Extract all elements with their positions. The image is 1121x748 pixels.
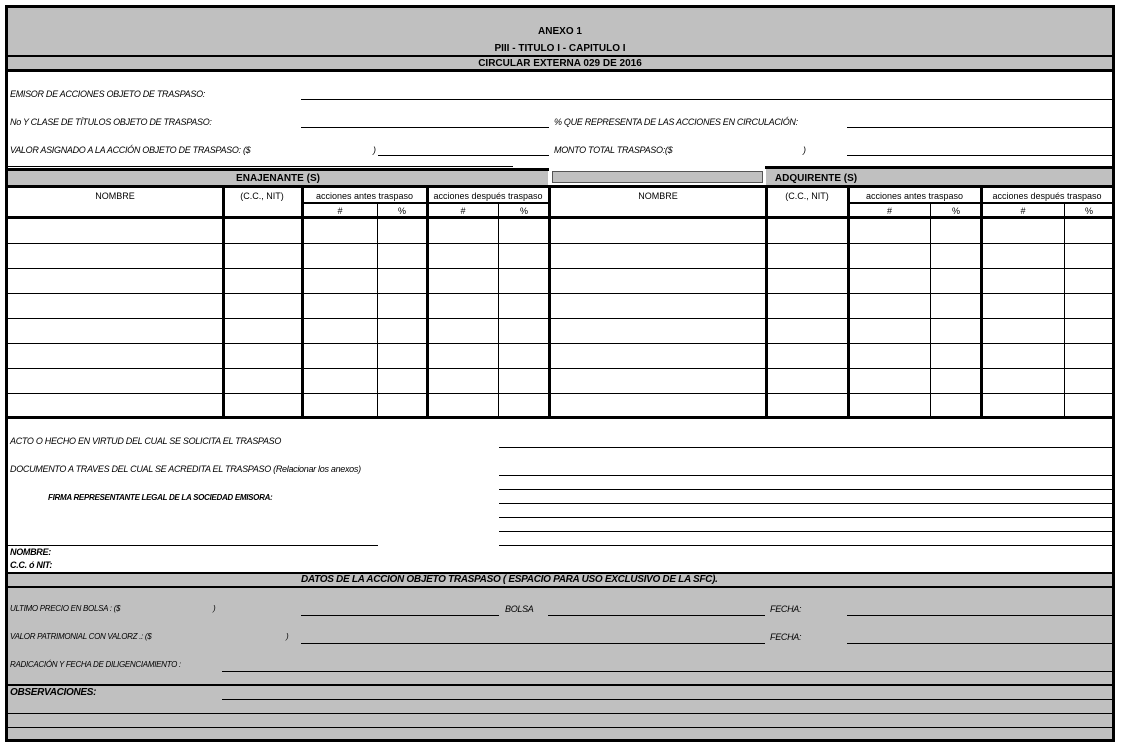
valor-patrimonial-close: ): [286, 632, 289, 641]
adquirente-col-antes: acciones antes traspaso: [865, 191, 964, 201]
radicacion-input[interactable]: [222, 671, 1112, 672]
enajenante-antes-pct: %: [397, 206, 406, 216]
table-row[interactable]: [8, 219, 1112, 243]
table-row[interactable]: [8, 394, 1112, 418]
table-row[interactable]: [8, 294, 1112, 318]
adquirente-antes-pct: %: [951, 206, 960, 216]
divider: [8, 185, 1112, 188]
circular-label: CIRCULAR EXTERNA 029 DE 2016: [478, 58, 642, 69]
observaciones-input-1[interactable]: [222, 699, 1112, 700]
adquirente-despues-pct: %: [1084, 206, 1093, 216]
divider: [8, 55, 1112, 57]
adquirente-title: ADQUIRENTE (S): [774, 173, 858, 184]
adquirente-col-despues: acciones después traspaso: [992, 191, 1102, 201]
firma-signature-line[interactable]: [8, 545, 378, 546]
fecha2-label: FECHA:: [770, 632, 802, 642]
monto-total-input[interactable]: [847, 155, 1112, 156]
valor-asignado-label: VALOR ASIGNADO A LA ACCIÓN OBJETO DE TRASPASO: ($: [10, 145, 251, 155]
enajenante-col-antes: acciones antes traspaso: [315, 191, 414, 201]
firma-label: FIRMA REPRESENTANTE LEGAL DE LA SOCIEDAD EMISORA:: [48, 493, 273, 502]
fecha2-input[interactable]: [847, 643, 1112, 644]
porcentaje-input[interactable]: [847, 127, 1112, 128]
table-row[interactable]: [8, 269, 1112, 293]
documento-input-5[interactable]: [499, 531, 1112, 532]
table-row[interactable]: [8, 244, 1112, 268]
documento-input-6[interactable]: [499, 545, 1112, 546]
acto-hecho-label: ACTO O HECHO EN VIRTUD DEL CUAL SE SOLICITA EL TRASPASO: [10, 436, 282, 446]
divider: [8, 168, 549, 171]
documento-input-2[interactable]: [499, 489, 1112, 490]
fecha1-input[interactable]: [847, 615, 1112, 616]
enajenante-despues-pct: %: [519, 206, 528, 216]
valor-patrimonial-label: VALOR PATRIMONIAL CON VALORZ .: ($: [10, 632, 152, 641]
bolsa-label: BOLSA: [505, 604, 534, 614]
acto-hecho-input[interactable]: [499, 447, 1112, 448]
ultimo-precio-close: ): [213, 604, 216, 613]
documento-input-1[interactable]: [499, 475, 1112, 476]
table-row[interactable]: [8, 344, 1112, 368]
emisor-label: EMISOR DE ACCIONES OBJETO DE TRASPASO:: [10, 89, 205, 99]
porcentaje-label: % QUE REPRESENTA DE LAS ACCIONES EN CIRCULACIÓN:: [554, 117, 798, 127]
divider: [8, 416, 1112, 419]
page-subtitle: PIII - TITULO I - CAPITULO I: [494, 43, 626, 54]
adquirente-despues-num: #: [1020, 206, 1026, 216]
divider: [765, 166, 1112, 169]
radicacion-label: RADICACIÓN Y FECHA DE DILIGENCIAMIENTO :: [10, 660, 181, 669]
enajenante-antes-num: #: [337, 206, 343, 216]
valor-asignado-input[interactable]: [378, 155, 549, 156]
documento-input-3[interactable]: [499, 503, 1112, 504]
clase-titulos-input[interactable]: [301, 127, 549, 128]
bolsa-input[interactable]: [548, 615, 765, 616]
observaciones-input-2[interactable]: [8, 713, 1112, 714]
enajenante-col-nombre: NOMBRE: [95, 191, 135, 201]
monto-total-close: ): [803, 145, 806, 155]
observaciones-input-3[interactable]: [8, 727, 1112, 728]
divider: [8, 684, 1112, 686]
table-row[interactable]: [8, 369, 1112, 393]
clase-titulos-label: No Y CLASE DE TÍTULOS OBJETO DE TRASPASO:: [10, 117, 212, 127]
page-title: ANEXO 1: [538, 26, 582, 37]
table-row[interactable]: [8, 319, 1112, 343]
divider: [8, 166, 513, 167]
documento-input-4[interactable]: [499, 517, 1112, 518]
documento-label: DOCUMENTO A TRAVES DEL CUAL SE ACREDITA EL TRASPASO (Relacionar los anexos): [10, 464, 361, 474]
sfc-title: DATOS DE LA ACCIÓN OBJETO TRASPASO ( ESPACIO PARA USO EXCLUSIVO DE LA SFC).: [301, 574, 718, 585]
enajenante-col-id: (C.C., NIT): [240, 191, 284, 201]
ultimo-precio-label: ULTIMO PRECIO EN BOLSA : ($: [10, 604, 121, 613]
cc-nit-label: C.C. ó NIT:: [10, 560, 53, 570]
enajenante-despues-num: #: [460, 206, 466, 216]
fecha1-label: FECHA:: [770, 604, 802, 614]
emisor-input[interactable]: [301, 99, 1112, 100]
monto-total-label: MONTO TOTAL TRASPASO:($: [554, 145, 673, 155]
enajenante-col-despues: acciones después traspaso: [433, 191, 543, 201]
adquirente-col-nombre: NOMBRE: [638, 191, 678, 201]
ultimo-precio-input[interactable]: [301, 615, 499, 616]
nombre-label: NOMBRE:: [10, 547, 51, 557]
adquirente-col-id: (C.C., NIT): [785, 191, 829, 201]
valor-patrimonial-input[interactable]: [301, 643, 765, 644]
adquirente-antes-num: #: [886, 206, 892, 216]
observaciones-label: OBSERVACIONES:: [10, 687, 97, 698]
valor-asignado-close: ): [373, 145, 376, 155]
divider: [8, 69, 1112, 72]
enajenante-title: ENAJENANTE (S): [236, 173, 320, 184]
divider: [8, 586, 1112, 588]
